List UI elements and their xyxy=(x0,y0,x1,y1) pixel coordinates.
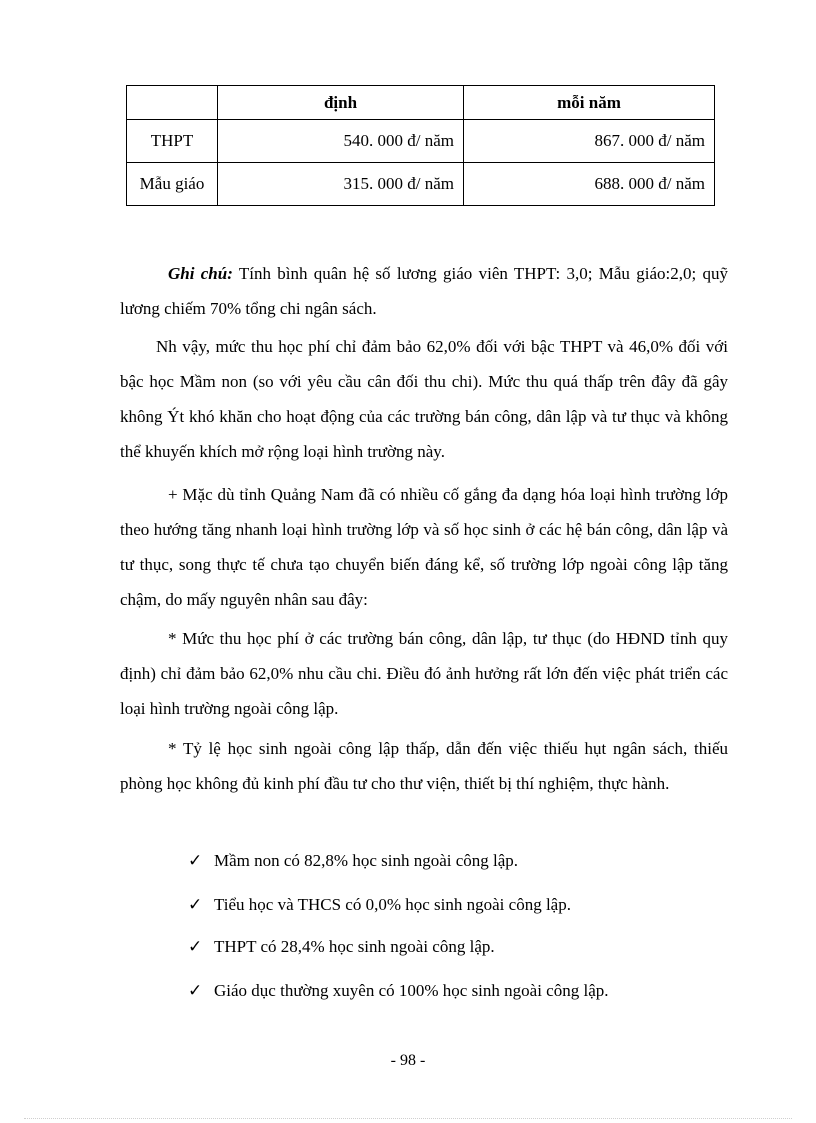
table-row xyxy=(127,120,715,163)
checkmark-icon: ✓ xyxy=(188,895,203,914)
table-header-cell xyxy=(127,86,218,120)
footer-divider xyxy=(24,1118,792,1119)
table-cell: 315. 000 đ/ năm xyxy=(218,163,464,206)
checklist-item xyxy=(188,932,495,962)
checklist-text: THPT có 28,4% học sinh ngoài công lập. xyxy=(214,937,495,956)
checklist-text: Mầm non có 82,8% học sinh ngoài công lập. xyxy=(214,851,519,870)
body-paragraph: Nh vậy, mức thu học phí chỉ đảm bảo 62,0% đối với bậc THPT và 46,0% đối với bậc học Mầm non (so với yêu cầu cân đối thu chi). Mức thu quá thấp trên đây đã gây không Ýt khó khăn cho hoạt động của các trường bán công, dân lập và tư thục và không thể khuyến khích mở rộng loại hình trường này. xyxy=(120,337,728,461)
fee-table xyxy=(126,85,715,206)
body-paragraph: * Mức thu học phí ở các trường bán công, dân lập, tư thục (do HĐND tỉnh quy định) chỉ đảm bảo 62,0% nhu cầu chi. Điều đó ảnh hưởng rất lớn đến việc phát triển các loại hình trường ngoài công lập. xyxy=(120,629,728,718)
table-cell: 867. 000 đ/ năm xyxy=(464,120,715,163)
checkmark-icon: ✓ xyxy=(188,981,203,1000)
checklist-item xyxy=(188,846,518,876)
checklist-text: Giáo dục thường xuyên có 100% học sinh ngoài công lập. xyxy=(214,981,609,1000)
checklist-text: Tiểu học và THCS có 0,0% học sinh ngoài công lập. xyxy=(214,895,571,914)
table-row xyxy=(127,163,715,206)
body-paragraph: + Mặc dù tỉnh Quảng Nam đã có nhiều cố gắng đa dạng hóa loại hình trường lớp theo hướng tăng nhanh loại hình trường lớp và số học sinh ở các hệ bán công, dân lập và tư thục, song thực tế chưa tạo chuyển biến đáng kể, số trường lớp ngoài công lập tăng chậm, do mấy nguyên nhân sau đây: xyxy=(120,485,728,609)
table-cell: THPT xyxy=(127,120,218,163)
checklist-item xyxy=(188,890,571,920)
note-label: Ghi chú: xyxy=(168,264,233,283)
note-text: Tính bình quân hệ số lương giáo viên THPT: 3,0; Mẫu giáo:2,0; quỹ lương chiếm 70% tổng chi ngân sách. xyxy=(120,264,728,318)
table-header-cell: mỗi năm xyxy=(464,86,715,120)
page-number: - 98 - xyxy=(390,1052,426,1069)
table-header-row xyxy=(127,86,715,120)
note-paragraph xyxy=(120,256,728,326)
table-cell: Mẫu giáo xyxy=(127,163,218,206)
checkmark-icon: ✓ xyxy=(188,851,203,870)
table-cell: 688. 000 đ/ năm xyxy=(464,163,715,206)
body-paragraph: * Tỷ lệ học sinh ngoài công lập thấp, dẫn đến việc thiếu hụt ngân sách, thiếu phòng học không đủ kinh phí đầu tư cho thư viện, thiết bị thí nghiệm, thực hành. xyxy=(120,739,728,793)
checkmark-icon: ✓ xyxy=(188,937,203,956)
table-header-cell: định xyxy=(218,86,464,120)
checklist-item xyxy=(188,976,609,1006)
table-cell: 540. 000 đ/ năm xyxy=(218,120,464,163)
